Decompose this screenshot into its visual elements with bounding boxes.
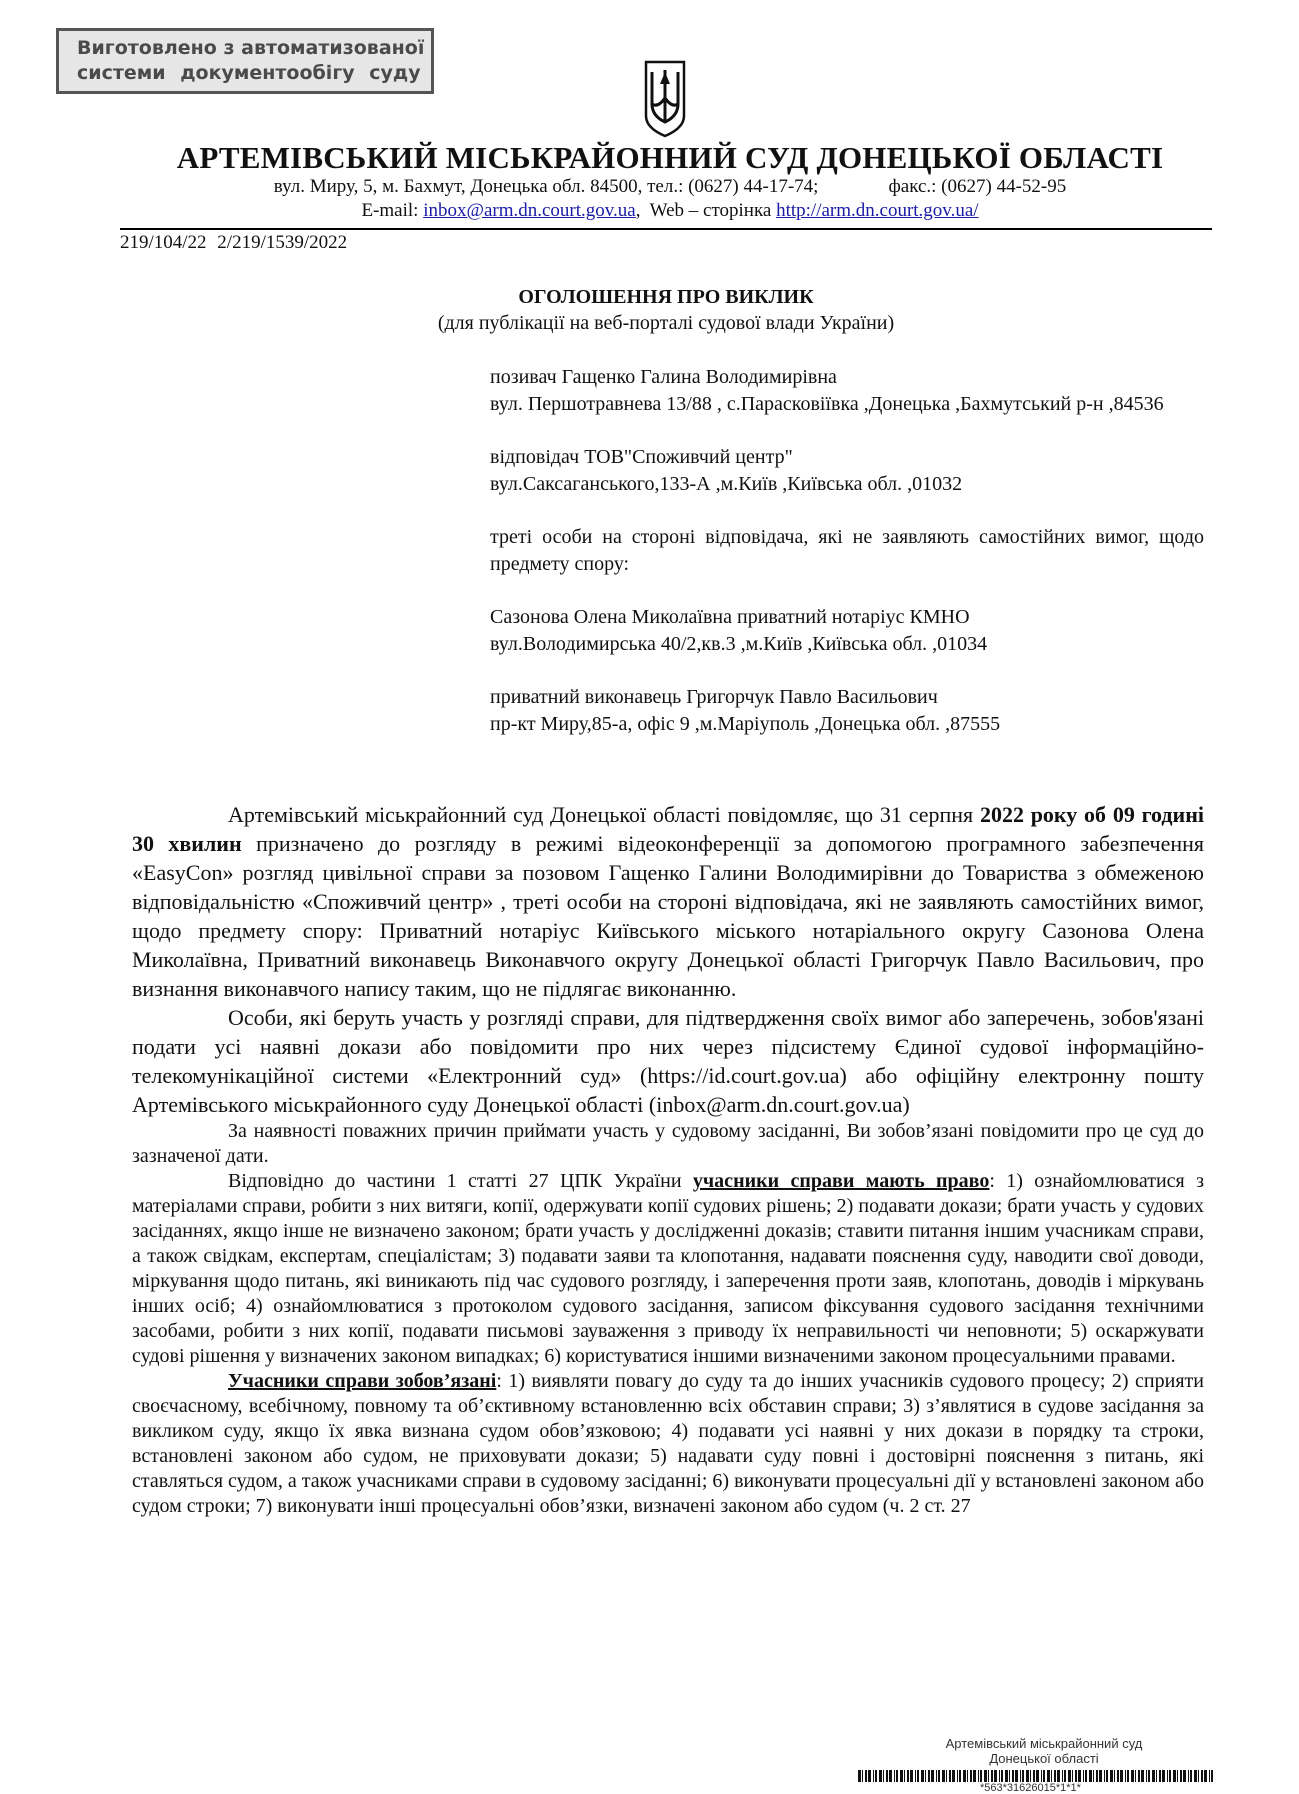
barcode-bar	[1030, 1770, 1031, 1782]
document-title: ОГОЛОШЕННЯ ПРО ВИКЛИК	[518, 286, 814, 308]
barcode-bar	[988, 1770, 989, 1782]
barcode-bar	[1138, 1770, 1140, 1782]
barcode-bar	[865, 1770, 867, 1782]
footer-court-line-1: Артемівський міськрайонний суд	[945, 1736, 1143, 1751]
party-name: позивач Гащенко Галина Володимирівна	[490, 366, 837, 388]
barcode-bar	[1125, 1770, 1126, 1782]
barcode-bar	[928, 1770, 930, 1782]
paragraph-duties	[132, 1369, 1204, 1519]
barcode-bar	[1005, 1770, 1008, 1782]
court-address-line	[120, 176, 1220, 198]
barcode-bar	[883, 1770, 884, 1782]
barcode-bar	[1183, 1770, 1186, 1782]
party-address: вул. Першотравнева 13/88 , с.Парасковіївка ,Донецька ,Бахмутський р-н ,84536	[490, 393, 1164, 415]
party-plaintiff	[490, 364, 1204, 418]
barcode-bar	[1152, 1770, 1155, 1782]
party-name: приватний виконавець Григорчук Павло Васильович	[490, 686, 938, 708]
barcode-bar	[1083, 1770, 1084, 1782]
barcode-bar	[896, 1770, 898, 1782]
stamp-line-2: системи документообігу суду	[77, 62, 421, 84]
barcode-bar	[1036, 1770, 1039, 1782]
barcode-bar	[978, 1770, 979, 1782]
party-name: треті особи на стороні відповідача, які не заявляють самостійних вимог, щодо предмету спору:	[490, 526, 1204, 575]
barcode-bar	[1062, 1770, 1063, 1782]
barcode-bar	[1026, 1770, 1029, 1782]
barcode-bar	[873, 1770, 874, 1782]
barcode-bar	[1057, 1770, 1060, 1782]
barcode-bar	[963, 1770, 966, 1782]
barcode-bar	[1209, 1770, 1210, 1782]
text-run: Артемівський міськрайонний суд Донецької області повідомляє, що 31 серпня	[228, 802, 980, 827]
barcode-bar	[1188, 1770, 1189, 1782]
text-run: Відповідно до частини 1 статті 27 ЦПК України	[228, 1170, 693, 1192]
barcode-bar	[921, 1770, 924, 1782]
barcode-bar	[900, 1770, 903, 1782]
barcode-bar	[1068, 1770, 1071, 1782]
court-name: АРТЕМІВСЬКИЙ МІСЬКРАЙОННИЙ СУД ДОНЕЦЬКОЇ ОБЛАСТІ	[176, 140, 1164, 175]
party-address: вул.Саксаганського,133-А ,м.Київ ,Київська обл. ,01032	[490, 473, 963, 495]
barcode-bar	[1141, 1770, 1144, 1782]
barcode-bar	[994, 1770, 997, 1782]
barcode-bar	[894, 1770, 895, 1782]
barcode-bar	[942, 1770, 945, 1782]
header-divider	[120, 228, 1212, 230]
barcode-bar	[938, 1770, 940, 1782]
paragraph-absence: За наявності поважних причин приймати участь у судовому засіданні, Ви зобов’язані повідомити про це суд до зазначеної дати.	[132, 1120, 1204, 1167]
barcode-bar	[967, 1770, 968, 1782]
notice-body	[132, 800, 1204, 1519]
barcode-bar	[1211, 1770, 1213, 1782]
barcode-bar	[1180, 1770, 1182, 1782]
barcode-bar	[1198, 1770, 1199, 1782]
barcode-bar	[999, 1770, 1000, 1782]
court-web-link[interactable]: http://arm.dn.court.gov.ua/	[776, 200, 979, 221]
barcode-bar	[957, 1770, 958, 1782]
barcode-bar	[1041, 1770, 1042, 1782]
barcode-bar	[946, 1770, 947, 1782]
barcode-bar	[931, 1770, 934, 1782]
barcode-bar	[875, 1770, 877, 1782]
party-third-persons-heading	[490, 524, 1204, 578]
rights-heading: учасники справи мають право	[692, 1170, 990, 1192]
barcode-bar	[904, 1770, 905, 1782]
court-contacts-line: E-mail: inbox@arm.dn.court.gov.ua, Web – сторінка http://arm.dn.court.gov.ua/	[361, 200, 979, 221]
barcode-bar	[907, 1770, 909, 1782]
barcode-bar	[886, 1770, 888, 1782]
barcode-bar	[889, 1770, 892, 1782]
barcode-bar	[910, 1770, 913, 1782]
barcode-bar	[1022, 1770, 1024, 1782]
barcode-bar	[1135, 1770, 1136, 1782]
barcode-bar	[1020, 1770, 1021, 1782]
barcode-bar	[1190, 1770, 1192, 1782]
paragraph-hearing	[132, 800, 1204, 1003]
barcode-bar	[936, 1770, 937, 1782]
barcode-bar	[1146, 1770, 1147, 1782]
paragraph-evidence: Особи, які беруть участь у розгляді справи, для підтвердження своїх вимог або заперечень, зобов'язані подати усі наявні докази або повідомити про них через підсистему Єдиної судової інформаційно-телекомунікаційної системи «Електронний суд» (https://id.court.gov.ua) або офіційну електронну пошту Артемівського міськрайонного суду Донецької області (inbox@arm.dn.court.gov.ua)	[132, 1005, 1204, 1117]
barcode-bar	[1043, 1770, 1045, 1782]
barcode-bar	[1015, 1770, 1018, 1782]
barcode-bar	[868, 1770, 871, 1782]
party-name: Сазонова Олена Миколаївна приватний нотаріус КМНО	[490, 606, 970, 628]
barcode-bar	[1033, 1770, 1035, 1782]
barcode-bar	[1114, 1770, 1115, 1782]
document-subtitle: (для публікації на веб-порталі судової влади України)	[437, 312, 895, 334]
party-executor	[490, 684, 1204, 738]
barcode-bar	[1085, 1770, 1087, 1782]
parties-block	[490, 364, 1204, 764]
email-label: E-mail:	[361, 200, 419, 221]
hearing-datetime: 2022 року об 09 годині 30 хвилин	[132, 802, 1204, 856]
barcode-bar	[1054, 1770, 1056, 1782]
court-address: вул. Миру, 5, м. Бахмут, Донецька обл. 84500, тел.: (0627) 44-17-74;	[273, 176, 819, 197]
party-defendant	[490, 444, 1204, 498]
barcode-bar	[1064, 1770, 1066, 1782]
barcode-bar	[1096, 1770, 1098, 1782]
barcode-bar	[879, 1770, 882, 1782]
barcode-bar	[858, 1770, 861, 1782]
barcode-bar	[1169, 1770, 1171, 1782]
trident-emblem-icon	[642, 58, 688, 138]
barcode-bar	[984, 1770, 987, 1782]
barcode-bar	[862, 1770, 863, 1782]
barcode-bar	[1089, 1770, 1092, 1782]
barcode-bar	[980, 1770, 982, 1782]
case-number: 219/104/22 2/219/1539/2022	[120, 232, 348, 253]
barcode-text: *563*31626015*1*1*	[980, 1782, 1081, 1794]
party-name: відповідач ТОВ"Споживчий центр"	[490, 446, 793, 468]
barcode-bar	[1075, 1770, 1077, 1782]
barcode-bar	[1177, 1770, 1178, 1782]
barcode-bar	[1120, 1770, 1123, 1782]
barcode-bar	[1156, 1770, 1157, 1782]
barcode-bar	[1117, 1770, 1119, 1782]
stamp-line-1: Виготовлено з автоматизованої	[77, 37, 425, 59]
barcode-bar	[1047, 1770, 1050, 1782]
text-run: : 1) виявляти повагу до суду та до інших учасників судового процесу; 2) сприяти своєчасному, всебічному, повному та об’єктивному встановленню всіх обставин справи; 3) з’являтися в судове засідання за викликом суду, якщо їх явка визнана судом обов’язковою; 4) подавати усі наявні у них докази в порядку та строки, встановлені законом або судом, не приховувати докази; 5) надавати суду повні і достовірні пояснення з питань, які ставляться судом, а також учасниками справи в судовому засіданні; 6) виконувати процесуальні дії у встановлені законом або судом строки; 7) виконувати інші процесуальні обов’язки, визначені законом або судом (ч. 2 ст. 27	[132, 1370, 1205, 1517]
court-fax: факс.: (0627) 44-52-95	[888, 176, 1067, 197]
barcode-bar	[925, 1770, 926, 1782]
text-run: призначено до розгляду в режимі відеоконференції за допомогою програмного забезпечення «EasyCon» розгляд цивільної справи за позовом Гащенко Галини Володимирівни до Товариства з обмеженою відповідальністю «Споживчий центр» , треті особи на стороні відповідача, які не заявляють самостійних вимог, щодо предмету спору: Приватний нотаріус Київського міського нотаріального округу Сазонова Олена Миколаївна, Приватний виконавець Виконавчого округу Донецької області Григорчук Павло Васильович, про визнання виконавчого напису таким, що не підлягає виконанню.	[132, 831, 1204, 1001]
automation-stamp	[56, 28, 434, 94]
party-notary	[490, 604, 1204, 658]
barcode-bar	[1173, 1770, 1176, 1782]
barcode-bar	[1072, 1770, 1073, 1782]
barcode-bar	[1012, 1770, 1014, 1782]
court-email-link[interactable]: inbox@arm.dn.court.gov.ua	[423, 200, 636, 221]
barcode-bar	[1104, 1770, 1105, 1782]
paragraph-rights	[132, 1169, 1204, 1369]
barcode-bar	[915, 1770, 916, 1782]
barcode-bar	[917, 1770, 919, 1782]
barcode-bar	[973, 1770, 976, 1782]
web-label: Web – сторінка	[649, 200, 772, 221]
barcode-bar	[1162, 1770, 1165, 1782]
barcode-bar	[1167, 1770, 1168, 1782]
barcode-bar	[1148, 1770, 1150, 1782]
barcode-bar	[1099, 1770, 1102, 1782]
barcode-bar	[1001, 1770, 1003, 1782]
barcode-bar	[970, 1770, 972, 1782]
barcode-bar	[1051, 1770, 1052, 1782]
barcode-bar	[952, 1770, 955, 1782]
party-address: вул.Володимирська 40/2,кв.3 ,м.Київ ,Київська обл. ,01034	[490, 633, 988, 655]
barcode-bar	[1110, 1770, 1113, 1782]
barcode-bar	[1078, 1770, 1081, 1782]
barcode-bar	[1201, 1770, 1203, 1782]
barcode-bar	[1194, 1770, 1197, 1782]
footer-court-label	[914, 1736, 1174, 1766]
barcode-bar	[1159, 1770, 1161, 1782]
barcode-bar	[1106, 1770, 1108, 1782]
text-run: : 1) ознайомлюватися з матеріалами справи, робити з них витяги, копії, одержувати копії судових рішень; 2) подавати докази; брати участь у судових засіданнях, якщо інше не визначено законом; брати участь у дослідженні доказів; ставити питання іншим учасникам справи, а також свідкам, експертам, спеціалістам; 3) подавати заяви та клопотання, надавати пояснення суду, наводити свої доводи, міркування щодо питань, які виникають під час судового розгляду, і заперечення проти заяв, клопотань, доводів і міркувань інших осіб; 4) ознайомлюватися з протоколом судового засідання, записом фіксування судового засідання технічними засобами, робити з них копії, подавати письмові зауваження з приводу їх неправильності чи неповноти; 5) оскаржувати судові рішення у визначених законом випадках; 6) користуватися іншими визначеними законом процесуальними правами.	[132, 1170, 1205, 1367]
barcode-bar	[1009, 1770, 1010, 1782]
barcode-bar	[1127, 1770, 1129, 1782]
barcode-bar	[959, 1770, 961, 1782]
duties-heading: Учасники справи зобов’язані	[228, 1370, 497, 1392]
barcode-bar	[991, 1770, 993, 1782]
footer-court-line-2: Донецької області	[989, 1751, 1099, 1766]
party-address: пр-кт Миру,85-а, офіс 9 ,м.Маріуполь ,Донецька обл. ,87555	[490, 713, 1001, 735]
barcode-bar	[949, 1770, 951, 1782]
barcode-bar	[1131, 1770, 1134, 1782]
barcode-bar	[1204, 1770, 1207, 1782]
barcode-bar	[1093, 1770, 1094, 1782]
